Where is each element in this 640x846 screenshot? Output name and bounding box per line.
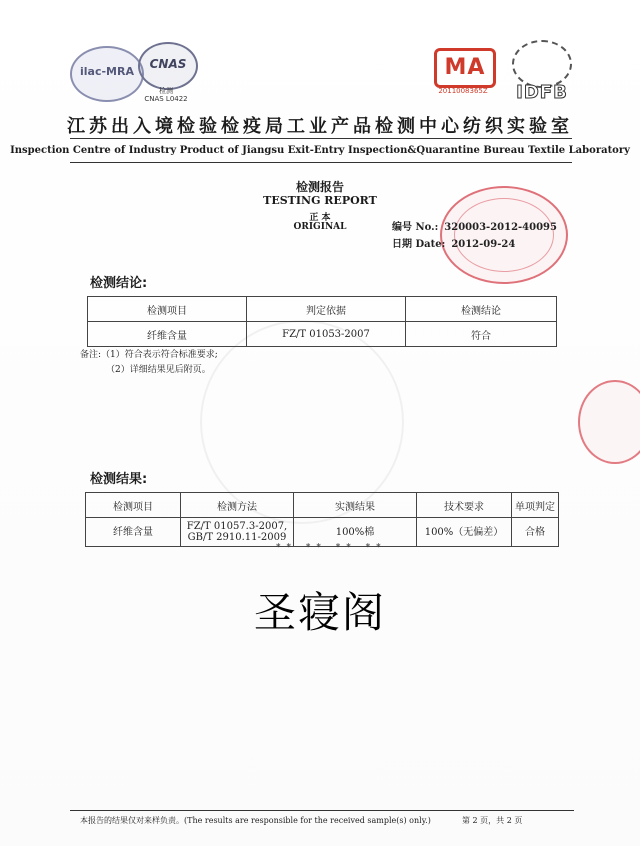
table-cell: 纤维含量 <box>86 518 181 547</box>
table-cell: FZ/T 01053-2007 <box>247 322 406 347</box>
method-line2: GB/T 2910.11-2009 <box>187 532 287 543</box>
method-line1: FZ/T 01057.3-2007, <box>186 521 288 532</box>
note-2: （2）详细结果见后附页。 <box>106 365 211 375</box>
table-cell: 合格 <box>512 518 559 547</box>
report-title-en: TESTING REPORT <box>263 194 377 207</box>
header-cell: 检测项目 <box>88 297 247 322</box>
cma-logo: MA <box>434 48 496 88</box>
cnas-logo-text: CNAS <box>149 57 187 71</box>
table-cell: 纤维含量 <box>88 322 247 347</box>
idfb-seal-icon <box>512 40 572 88</box>
header-cell: 技术要求 <box>417 493 512 518</box>
report-title-cn: 检测报告 <box>295 180 344 194</box>
header-cell: 检测结论 <box>406 297 557 322</box>
table-header-row <box>88 297 557 322</box>
cnas-sub-line2: CNAS L0422 <box>144 95 188 103</box>
report-date-label: 日期 Date: <box>392 239 446 250</box>
header-cell: 实测结果 <box>294 493 417 518</box>
ilac-mra-logo <box>70 46 144 102</box>
table-cell: 100%（无偏差） <box>417 518 512 547</box>
page-number: 第 2 页，共 2 页 <box>462 816 523 825</box>
conclusion-table <box>87 296 557 347</box>
results-table <box>85 492 559 547</box>
report-copy-en: ORIGINAL <box>293 222 347 232</box>
report-number <box>392 218 557 233</box>
cnas-sub <box>138 87 194 103</box>
report-date <box>392 235 515 250</box>
header-cell: 判定依据 <box>247 297 406 322</box>
report-number-label: 编号 No.: <box>392 222 439 233</box>
table-cell: 符合 <box>406 322 557 347</box>
side-red-stamp <box>578 380 640 464</box>
note-1: 备注:（1）符合表示符合标准要求; <box>80 350 218 360</box>
table-header-row <box>86 493 559 518</box>
conclusion-title: 检测结论: <box>90 276 148 291</box>
table-cell: 100%棉 <box>294 518 417 547</box>
header-cell: 检测项目 <box>86 493 181 518</box>
header-cell: 检测方法 <box>181 493 294 518</box>
idfb-logo: IDFB <box>516 82 568 103</box>
brand-overlay-text: 圣寝阁 <box>253 588 386 637</box>
header-cell: 单项判定 <box>512 493 559 518</box>
cnas-sub-line1: 检测 <box>159 87 173 95</box>
report-date-value: 2012-09-24 <box>451 239 516 250</box>
results-title: 检测结果: <box>90 472 148 487</box>
cma-code: 2011008365Z <box>438 87 488 95</box>
header-divider <box>70 138 572 139</box>
report-copy-cn: 正 本 <box>309 213 331 223</box>
lab-title-en: Inspection Centre of Industry Product of Jiangsu Exit-Entry Inspection&Quarantine Bureau Textile Laboratory <box>10 145 630 156</box>
lab-title-cn: 江苏出入境检验检疫局工业产品检测中心纺织实验室 <box>67 116 573 137</box>
report-number-value: 320003-2012-40095 <box>444 222 557 233</box>
cnas-logo <box>138 42 198 90</box>
notes <box>80 348 218 378</box>
end-marker: ** ** ** ** <box>276 543 387 553</box>
header-divider-bottom <box>70 162 572 163</box>
footer-divider <box>70 810 574 811</box>
footer-disclaimer: 本报告的结果仅对来样负责。(The results are responsible for the received sample(s) only.) <box>80 816 431 825</box>
table-row <box>88 322 557 347</box>
ilac-logo-text: ilac-MRA <box>80 65 134 78</box>
